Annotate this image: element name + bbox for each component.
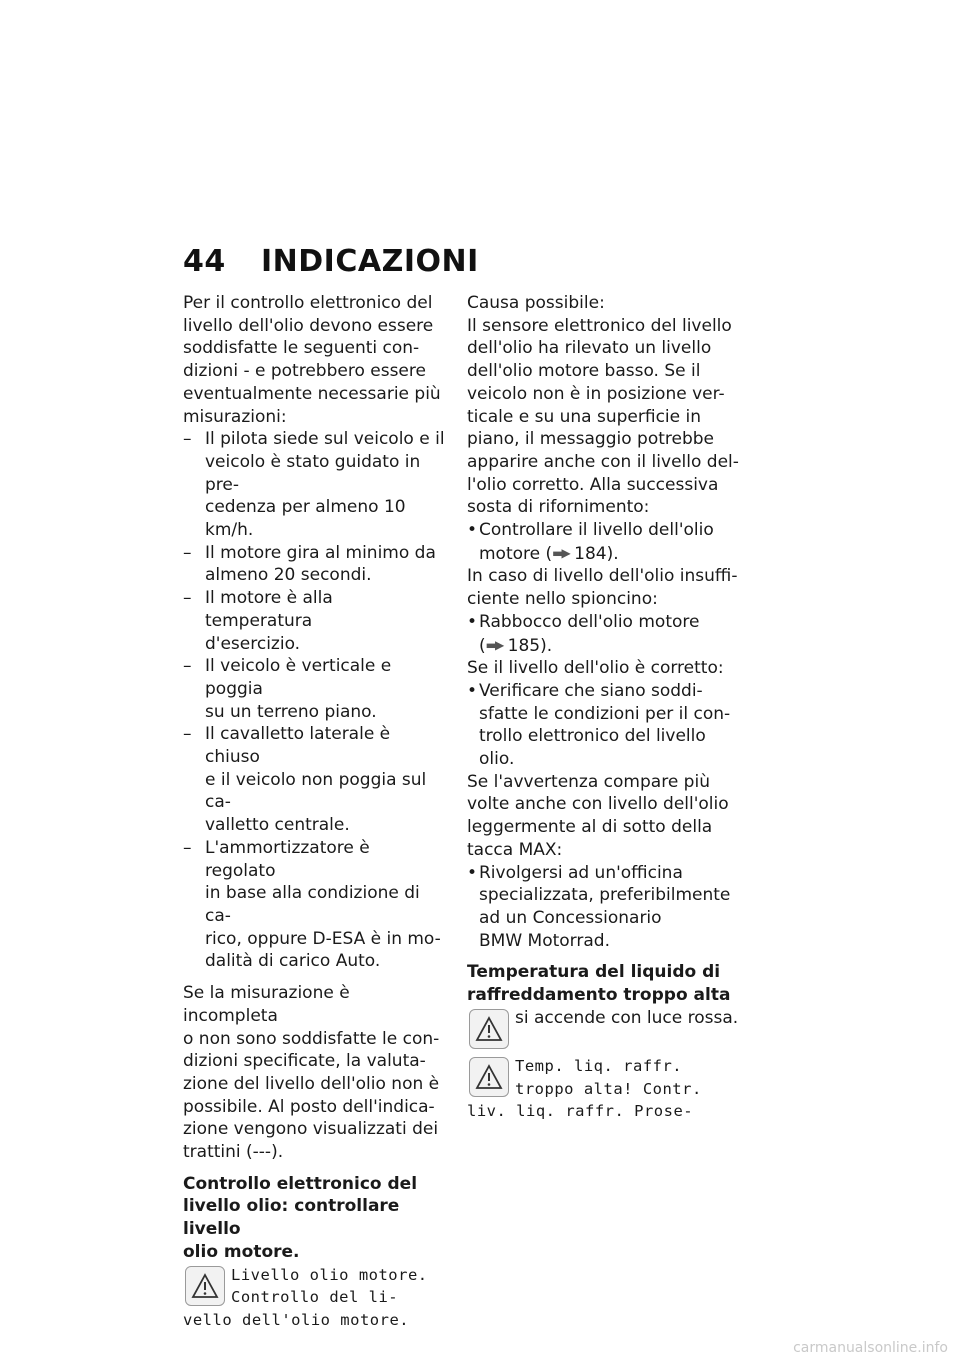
page-title: INDICAZIONI [261, 244, 479, 279]
light-description: si accende con luce rossa. [515, 1007, 739, 1028]
condition-item: – Il veicolo è verticale e poggia su un terreno piano. [183, 656, 392, 722]
bullet-item: • Rivolgersi ad un'officina specializzata, preferibilmente ad un Concessionario BMW Motorrad. [467, 862, 731, 951]
right-column [467, 292, 739, 1123]
condition-item: – Il motore gira al minimo da almeno 20 secondi. [183, 542, 436, 586]
page-reference-arrow-icon: ▬▶ [485, 637, 503, 652]
condition-item: – L'ammortizzatore è regolato in base alla condizione di ca- rico, oppure D-ESA è in mo- dalità di carico Auto. [183, 837, 441, 972]
cause-paragraph: Il sensore elettronico del livello dell'olio ha rilevato un livello dell'olio motore basso. Se il veicolo non è in posizione ver- ticale e su una superficie in piano, il messaggio potrebbe apparire anche con il livello del- l'olio corretto. Alla successiva sosta di rifornimento: [467, 315, 739, 518]
condition-item: – Il pilota siede sul veicolo e il veicolo è stato guidato in pre- cedenza per almeno 10 km/h. [183, 429, 445, 541]
coolant-warning-block [467, 1055, 739, 1123]
repeat-paragraph: Se l'avvertenza compare più volte anche con livello dell'olio leggermente al di sotto della tacca MAX: [467, 771, 729, 860]
page-reference-arrow-icon: ▬▶ [552, 545, 569, 560]
page-header [183, 244, 479, 279]
left-column [183, 292, 445, 1332]
watermark: carmanualsonline.info [793, 1340, 948, 1356]
incomplete-paragraph: Se la misurazione è incompleta o non sono soddisfatte le con- dizioni specificate, la valuta- zione del livello dell'olio non è possibile. Al posto dell'indica- zione vengono visualizzati dei trattini (---). [183, 983, 440, 1163]
warning-triangle-icon [469, 1057, 509, 1097]
page-number: 44 [183, 244, 226, 279]
warning-triangle-icon [185, 1266, 225, 1306]
coolant-light-block [467, 1007, 739, 1055]
warning-triangle-icon [469, 1009, 509, 1049]
condition-item: – Il cavalletto laterale è chiuso e il veicolo non poggia sul ca- valletto centrale. [183, 724, 427, 836]
condition-item: – Il motore è alla temperatura d'esercizio. [183, 588, 333, 654]
intro-paragraph: Per il controllo elettronico del livello dell'olio devono essere soddisfatte le seguenti con- dizioni - e potrebbero essere eventualmente necessarie più misurazioni: [183, 293, 441, 427]
bullet-item: • Rabbocco dell'olio motore (▬▶ 185). [467, 611, 700, 656]
insufficient-paragraph: In caso di livello dell'olio insuffi- ciente nello spioncino: [467, 566, 738, 610]
oil-warning-block [183, 1264, 445, 1332]
page-reference[interactable]: 185). [507, 635, 553, 656]
page-reference[interactable]: 184). [574, 543, 619, 564]
display-message-oil: Livello olio motore. Controllo del li- vello dell'olio motore. [183, 1265, 428, 1329]
display-message-coolant: Temp. liq. raffr. troppo alta! Contr. liv. liq. raffr. Prose- [467, 1056, 702, 1121]
section-heading-oil: Controllo elettronico del livello olio: controllare livello olio motore. [183, 1173, 418, 1262]
bullet-item: • Verificare che siano soddi- sfatte le condizioni per il con- trollo elettronico del livello olio. [467, 680, 731, 770]
correct-label: Se il livello dell'olio è corretto: [467, 658, 724, 679]
bullet-item: • Controllare il livello dell'olio motore (▬▶ 184). [467, 520, 714, 564]
section-heading-coolant: Temperatura del liquido di raffreddamento troppo alta [467, 962, 731, 1006]
cause-label: Causa possibile: [467, 293, 605, 313]
